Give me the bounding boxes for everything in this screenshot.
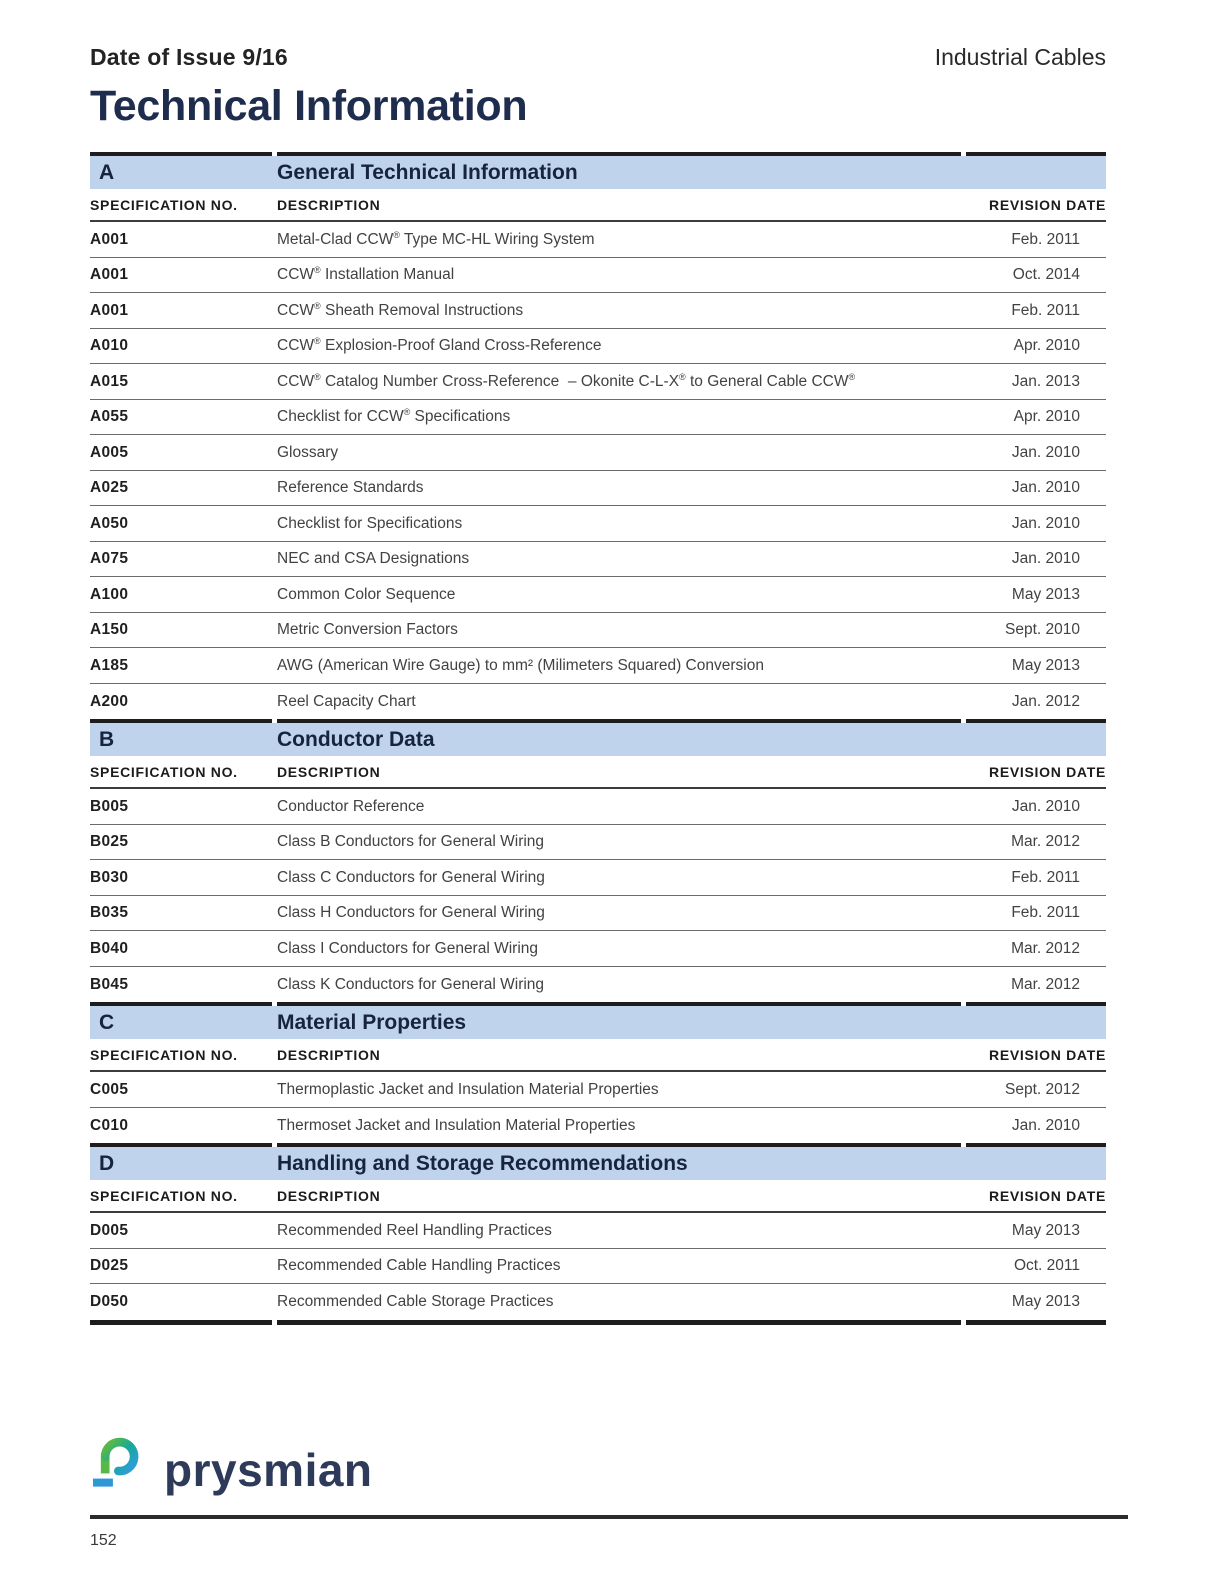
table-row — [90, 293, 1106, 329]
row-spec-no: D005 — [90, 1221, 129, 1239]
column-header-revision-date: REVISION DATE — [989, 1187, 1106, 1204]
table-row — [90, 222, 1106, 258]
table-row — [90, 931, 1106, 967]
section-top-rule — [90, 152, 1106, 156]
column-header-row — [90, 189, 1106, 222]
section-rows — [90, 1213, 1106, 1320]
section-top-rule — [90, 1002, 1106, 1006]
row-spec-no: B025 — [90, 833, 129, 851]
row-revision-date: Feb. 2011 — [1011, 230, 1080, 248]
row-spec-no: A010 — [90, 337, 129, 355]
row-spec-no: A005 — [90, 443, 129, 461]
column-header-description: DESCRIPTION — [277, 1187, 381, 1204]
row-revision-date: Apr. 2010 — [1013, 408, 1080, 426]
row-description: Thermoplastic Jacket and Insulation Material Properties — [277, 1080, 659, 1098]
table-row — [90, 1213, 1106, 1249]
section-header-bar — [90, 156, 1106, 189]
prysmian-logo — [90, 1431, 1106, 1499]
table-row — [90, 577, 1106, 613]
spec-section — [90, 1143, 1106, 1320]
row-spec-no: D025 — [90, 1257, 129, 1275]
row-description: Common Color Sequence — [277, 585, 456, 603]
table-row — [90, 789, 1106, 825]
row-spec-no: B030 — [90, 868, 129, 886]
table-row — [90, 896, 1106, 932]
sections-host — [90, 152, 1106, 1320]
row-spec-no: A055 — [90, 408, 129, 426]
column-header-row — [90, 756, 1106, 789]
row-description: Reference Standards — [277, 479, 424, 497]
row-revision-date: Mar. 2012 — [1011, 975, 1080, 993]
prysmian-logo-icon — [90, 1431, 148, 1499]
column-header-description: DESCRIPTION — [277, 196, 381, 213]
column-header-description: DESCRIPTION — [277, 1046, 381, 1063]
row-revision-date: Sept. 2010 — [1005, 621, 1080, 639]
row-revision-date: Jan. 2010 — [1011, 550, 1080, 568]
row-spec-no: A001 — [90, 230, 129, 248]
row-spec-no: C010 — [90, 1116, 129, 1134]
row-spec-no: A001 — [90, 301, 129, 319]
row-revision-date: May 2013 — [1011, 656, 1080, 674]
row-revision-date: Jan. 2010 — [1011, 514, 1080, 532]
table-row — [90, 684, 1106, 720]
table-row — [90, 613, 1106, 649]
row-description: Class B Conductors for General Wiring — [277, 833, 545, 851]
column-header-spec-no: SPECIFICATION NO. — [90, 763, 238, 780]
table-row — [90, 542, 1106, 578]
row-description: CCW® Catalog Number Cross-Reference – Okonite C-L-X® to General Cable CCW® — [277, 371, 856, 390]
row-revision-date: Oct. 2014 — [1012, 266, 1080, 284]
page-title: Technical Information — [90, 82, 528, 130]
section-rows — [90, 1072, 1106, 1143]
table-row — [90, 435, 1106, 471]
row-description: Metal-Clad CCW® Type MC-HL Wiring System — [277, 229, 595, 248]
row-spec-no: A050 — [90, 514, 129, 532]
row-spec-no: D050 — [90, 1293, 129, 1311]
row-spec-no: A015 — [90, 372, 129, 390]
footer-rule — [90, 1515, 1128, 1519]
row-revision-date: May 2013 — [1011, 585, 1080, 603]
row-spec-no: A150 — [90, 621, 129, 639]
section-header-bar — [90, 723, 1106, 756]
page-header — [90, 44, 1106, 71]
row-description: Reel Capacity Chart — [277, 692, 416, 710]
row-description: Glossary — [277, 443, 339, 461]
row-spec-no: A185 — [90, 656, 129, 674]
section-top-rule — [90, 719, 1106, 723]
row-description: NEC and CSA Designations — [277, 550, 470, 568]
section-title: Handling and Storage Recommendations — [277, 1151, 688, 1175]
row-description: Recommended Reel Handling Practices — [277, 1221, 552, 1239]
spec-section — [90, 1002, 1106, 1143]
row-revision-date: Mar. 2012 — [1011, 833, 1080, 851]
row-spec-no: A025 — [90, 479, 129, 497]
row-revision-date: Jan. 2010 — [1011, 479, 1080, 497]
table-row — [90, 825, 1106, 861]
row-spec-no: C005 — [90, 1080, 129, 1098]
section-title: Conductor Data — [277, 727, 435, 751]
section-header-bar — [90, 1006, 1106, 1039]
section-letter: D — [99, 1151, 115, 1175]
section-letter: A — [99, 160, 115, 184]
row-description: Checklist for CCW® Specifications — [277, 406, 511, 426]
section-top-rule — [90, 1143, 1106, 1147]
column-header-description: DESCRIPTION — [277, 763, 381, 780]
row-description: Class C Conductors for General Wiring — [277, 868, 545, 886]
table-closing-rule — [90, 1320, 1106, 1325]
row-spec-no: B035 — [90, 904, 129, 922]
row-description: Class I Conductors for General Wiring — [277, 939, 539, 957]
table-row — [90, 506, 1106, 542]
table-row — [90, 967, 1106, 1003]
row-spec-no: A001 — [90, 266, 129, 284]
spec-section — [90, 152, 1106, 719]
row-revision-date: Jan. 2013 — [1011, 372, 1080, 390]
section-rows — [90, 789, 1106, 1002]
row-revision-date: Feb. 2011 — [1011, 868, 1080, 886]
row-description: Class K Conductors for General Wiring — [277, 975, 545, 993]
column-header-revision-date: REVISION DATE — [989, 196, 1106, 213]
row-description: Checklist for Specifications — [277, 514, 463, 532]
table-row — [90, 364, 1106, 400]
row-spec-no: A100 — [90, 585, 129, 603]
row-revision-date: Apr. 2010 — [1013, 337, 1080, 355]
section-letter: B — [99, 727, 115, 751]
row-revision-date: Feb. 2011 — [1011, 904, 1080, 922]
row-revision-date: Jan. 2010 — [1011, 443, 1080, 461]
prysmian-wordmark: prysmian — [164, 1443, 373, 1496]
table-row — [90, 1249, 1106, 1285]
row-description: Class H Conductors for General Wiring — [277, 904, 545, 922]
row-revision-date: Oct. 2011 — [1013, 1257, 1080, 1275]
column-header-row — [90, 1039, 1106, 1072]
row-spec-no: A075 — [90, 550, 129, 568]
column-header-spec-no: SPECIFICATION NO. — [90, 1187, 238, 1204]
row-revision-date: May 2013 — [1011, 1221, 1080, 1239]
table-row — [90, 400, 1106, 436]
section-letter: C — [99, 1010, 115, 1034]
row-spec-no: B045 — [90, 975, 129, 993]
row-revision-date: May 2013 — [1011, 1293, 1080, 1311]
row-description: CCW® Explosion-Proof Gland Cross-Reference — [277, 335, 602, 355]
date-of-issue: Date of Issue 9/16 — [90, 44, 288, 70]
table-row — [90, 860, 1106, 896]
row-revision-date: Jan. 2010 — [1011, 797, 1080, 815]
table-row — [90, 258, 1106, 294]
row-description: CCW® Sheath Removal Instructions — [277, 300, 524, 319]
section-header-bar — [90, 1147, 1106, 1180]
page-number: 152 — [90, 1531, 117, 1549]
row-revision-date: Feb. 2011 — [1011, 301, 1080, 319]
column-header-spec-no: SPECIFICATION NO. — [90, 196, 238, 213]
row-revision-date: Jan. 2012 — [1011, 692, 1080, 710]
product-line-label: Industrial Cables — [934, 44, 1106, 70]
spec-section — [90, 719, 1106, 1002]
table-row — [90, 471, 1106, 507]
table-row — [90, 648, 1106, 684]
section-title: Material Properties — [277, 1010, 467, 1034]
column-header-revision-date: REVISION DATE — [989, 763, 1106, 780]
row-description: AWG (American Wire Gauge) to mm² (Milimeters Squared) Conversion — [277, 656, 764, 674]
row-revision-date: Jan. 2010 — [1011, 1116, 1080, 1134]
row-revision-date: Sept. 2012 — [1005, 1080, 1080, 1098]
row-description: Thermoset Jacket and Insulation Material Properties — [277, 1116, 636, 1134]
section-rows — [90, 222, 1106, 719]
table-row — [90, 1284, 1106, 1320]
table-row — [90, 1072, 1106, 1108]
column-header-row — [90, 1180, 1106, 1213]
row-description: Recommended Cable Handling Practices — [277, 1257, 561, 1275]
row-description: CCW® Installation Manual — [277, 264, 455, 284]
row-description: Recommended Cable Storage Practices — [277, 1293, 554, 1311]
row-revision-date: Mar. 2012 — [1011, 939, 1080, 957]
row-description: Metric Conversion Factors — [277, 621, 458, 639]
row-spec-no: A200 — [90, 692, 129, 710]
row-spec-no: B040 — [90, 939, 129, 957]
column-header-spec-no: SPECIFICATION NO. — [90, 1046, 238, 1063]
row-spec-no: B005 — [90, 797, 129, 815]
table-row — [90, 1108, 1106, 1144]
row-description: Conductor Reference — [277, 797, 425, 815]
section-title: General Technical Information — [277, 160, 578, 184]
table-row — [90, 329, 1106, 365]
column-header-revision-date: REVISION DATE — [989, 1046, 1106, 1063]
